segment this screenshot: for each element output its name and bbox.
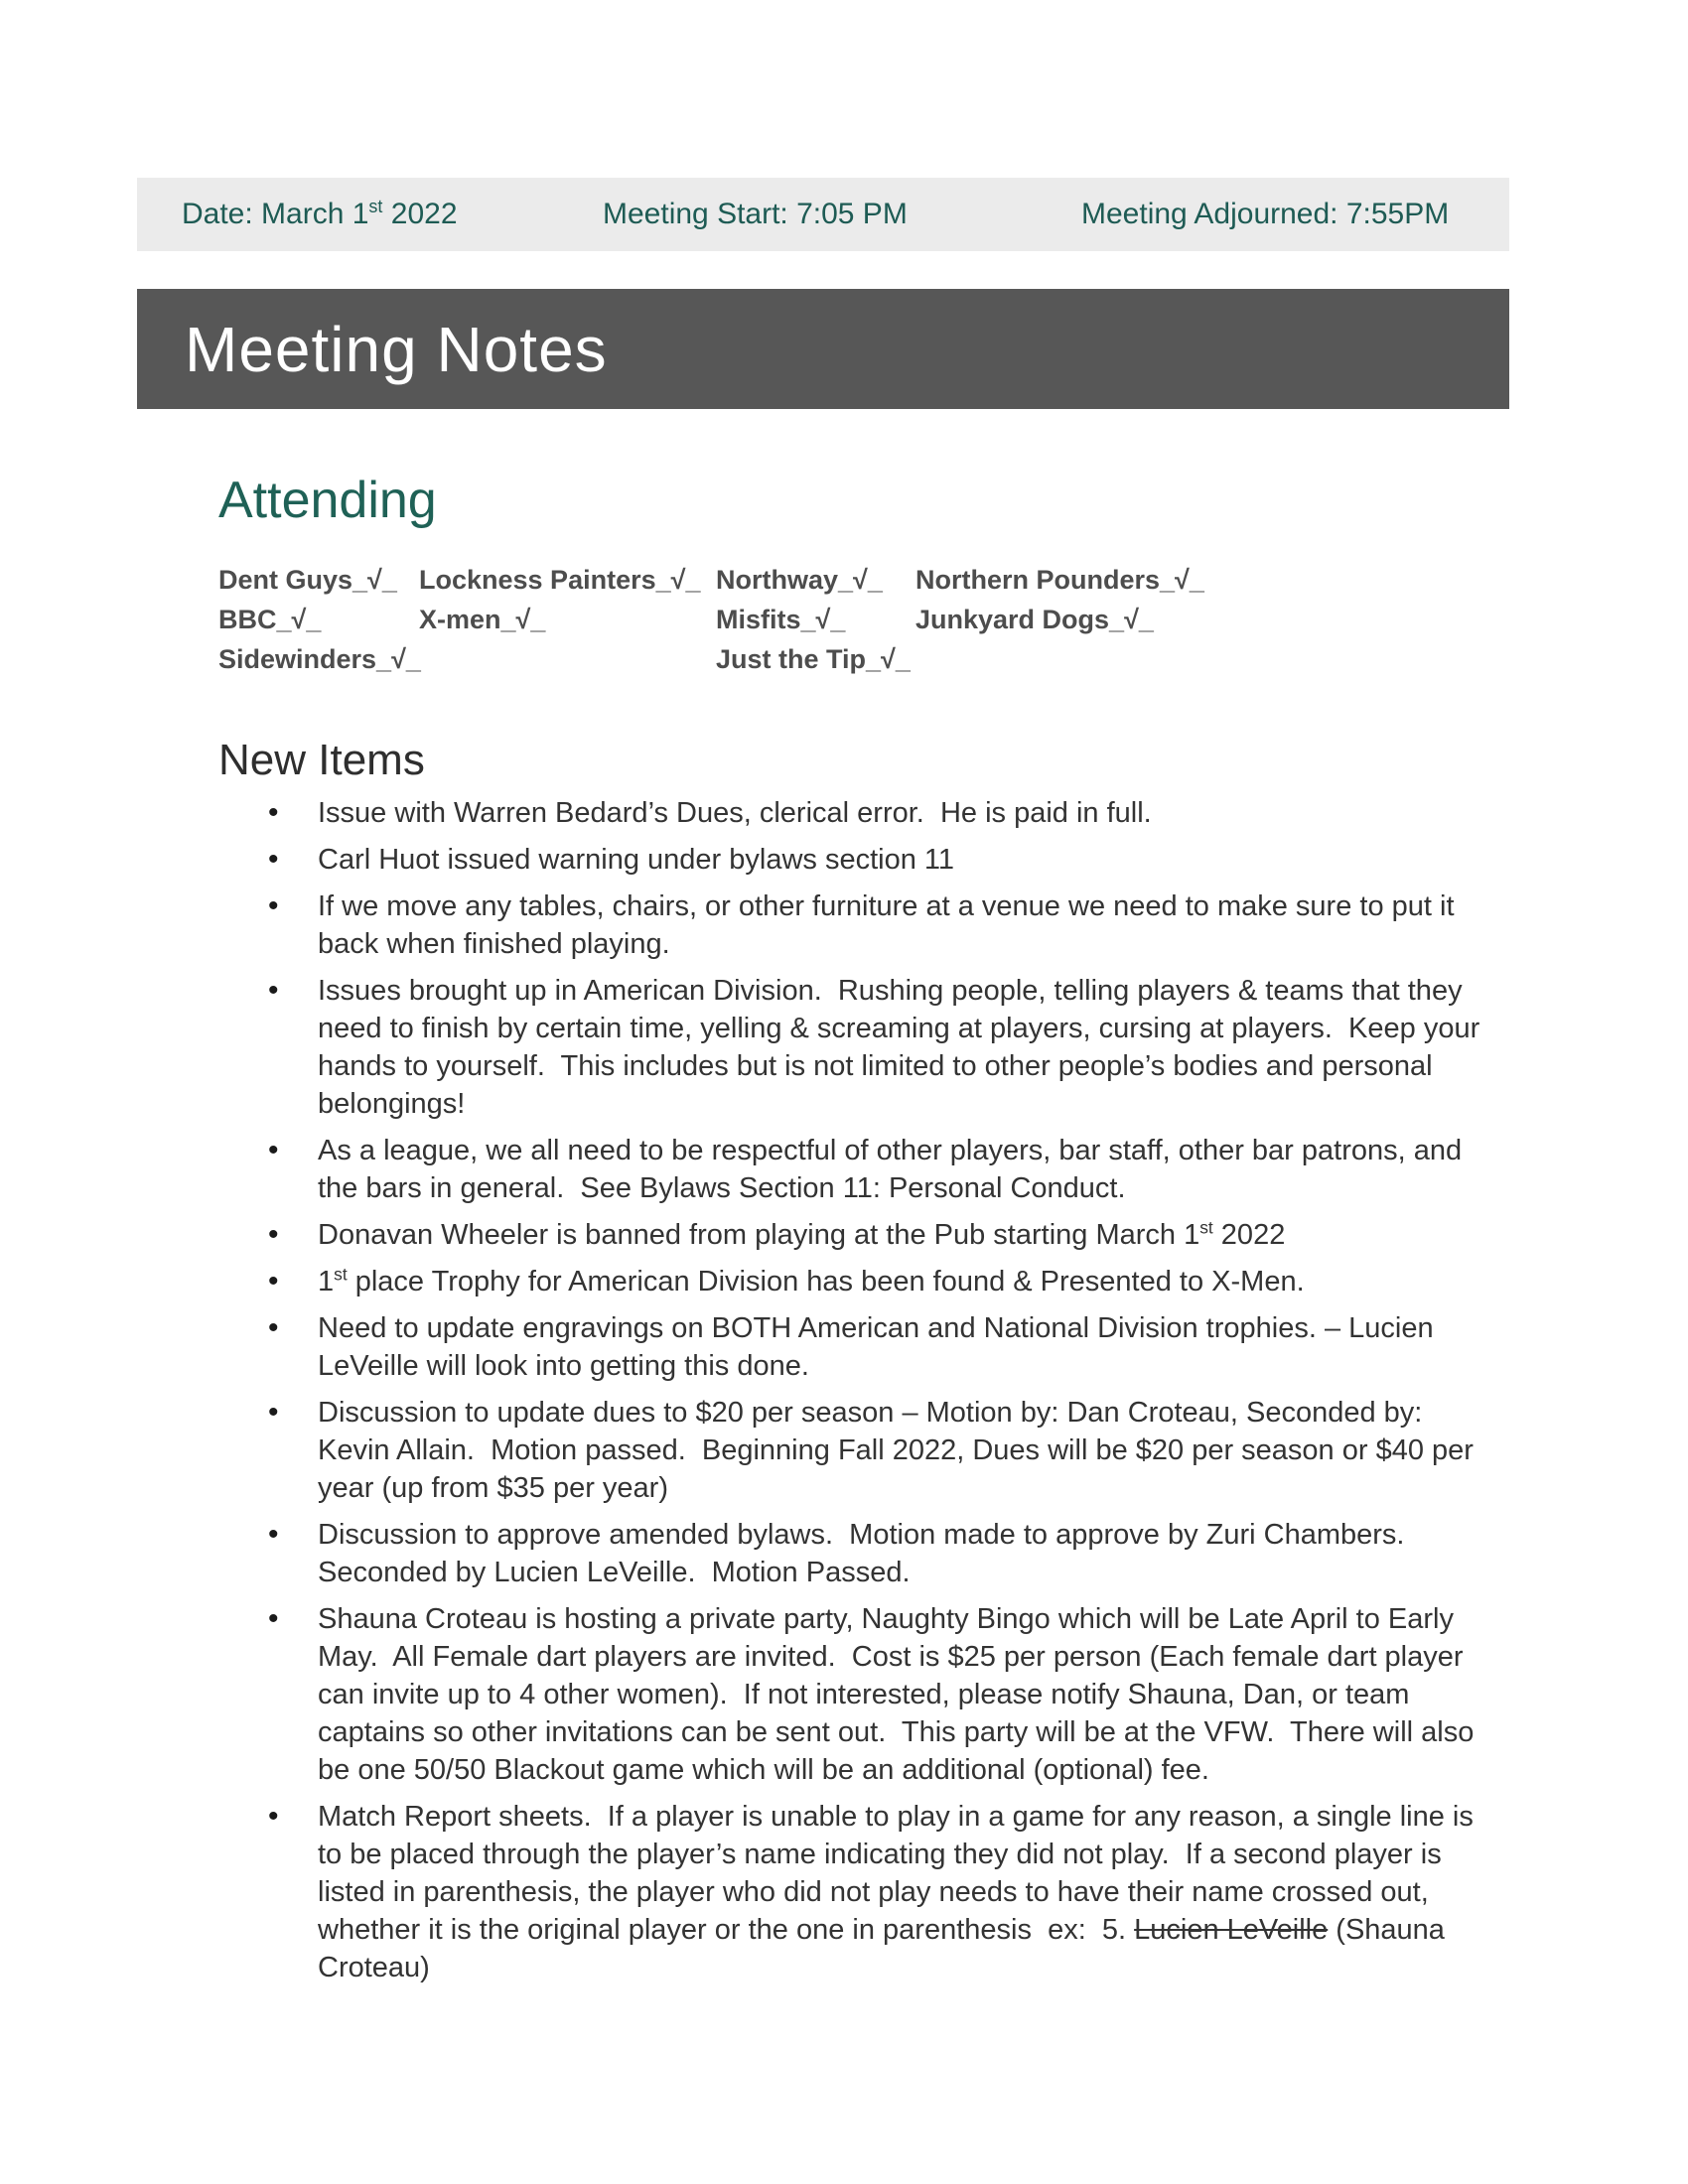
bullet-item (218, 887, 1481, 963)
bullet-item (218, 1132, 1481, 1207)
text-segment: 1 (318, 1266, 335, 1297)
text-segment: Date: March 1 (182, 198, 369, 230)
team-attendance-cell: Dent Guys_√_ (218, 565, 397, 595)
meeting-start-time (603, 178, 908, 251)
text-segment: Meeting Start: 7:05 PM (603, 198, 908, 230)
team-attendance-cell: X-men_√_ (419, 605, 546, 634)
text-segment: (Shauna Croteau) (318, 1914, 1453, 1983)
team-attendance-cell: BBC_√_ (218, 605, 322, 634)
text-segment: As a league, we all need to be respectful of other players, bar staff, other bar patrons, and the bars in general. See Bylaws Section 11: Personal Conduct. (318, 1135, 1471, 1204)
team-attendance-cell: Northern Pounders_√_ (915, 565, 1204, 595)
text-segment: Donavan Wheeler is banned from playing at the Pub starting March 1 (318, 1219, 1200, 1251)
bullet-item (218, 1394, 1481, 1507)
title-banner (137, 289, 1509, 409)
page-title: Meeting Notes (185, 313, 608, 385)
text-segment: place Trophy for American Division has been found & Presented to X-Men. (347, 1266, 1305, 1297)
bullet-item (218, 1263, 1481, 1300)
superscript-text: st (368, 197, 383, 216)
team-attendance-cell: Misfits_√_ (716, 605, 846, 634)
team-attendance-cell: Just the Tip_√_ (716, 644, 911, 674)
team-attendance-cell: Lockness Painters_√_ (419, 565, 701, 595)
text-segment: If we move any tables, chairs, or other furniture at a venue we need to make sure to put it back when finished playing. (318, 890, 1463, 960)
team-attendance-cell: Sidewinders_√_ (218, 644, 421, 674)
new-items-heading: New Items (218, 736, 425, 784)
attending-teams-list (218, 562, 1489, 681)
text-segment: Meeting Adjourned: 7:55PM (1081, 198, 1450, 230)
text-segment: Discussion to approve amended bylaws. Motion made to approve by Zuri Chambers. Seconded by Lucien LeVeille. Motion Passed. (318, 1519, 1421, 1588)
struck-name: Lucien LeVeille (1134, 1914, 1329, 1946)
text-segment: Shauna Croteau is hosting a private party, Naughty Bingo which will be Late April to Early May. All Female dart players are invited. Cost is $25 per person (Each female dart player can invite up to 4 other women). If not interested, please notify Shauna, Dan, or team captains so other invitations can be sent out. This party will be at the VFW. There will also be one 50/50 Blackout game which will be an additional (optional) fee. (318, 1603, 1482, 1786)
text-segment: Issue with Warren Bedard’s Dues, clerical error. He is paid in full. (318, 797, 1152, 829)
bullet-item (218, 794, 1481, 832)
superscript-text: st (1199, 1217, 1213, 1238)
bullet-item (218, 1516, 1481, 1591)
meeting-date (182, 178, 458, 251)
team-attendance-cell: Junkyard Dogs_√_ (915, 605, 1154, 634)
text-segment: Issues brought up in American Division. Rushing people, telling players & teams that they need to finish by certain time, yelling & screaming at players, cursing at players. Keep your hands to yourself. This includes but is not limited to other people’s bodies and personal belongings! (318, 975, 1488, 1120)
text-segment: 2022 (382, 198, 458, 230)
bullet-item (218, 841, 1481, 879)
team-attendance-cell: Northway_√_ (716, 565, 883, 595)
text-segment: Carl Huot issued warning under bylaws section 11 (318, 844, 955, 876)
empty-cell (419, 641, 716, 681)
info-bar (137, 178, 1509, 251)
text-segment: Need to update engravings on BOTH American and National Division trophies. – Lucien LeVeille will look into getting this done. (318, 1312, 1442, 1382)
superscript-text: st (334, 1264, 348, 1285)
text-segment: Discussion to update dues to $20 per season – Motion by: Dan Croteau, Seconded by: Kevin Allain. Motion passed. Beginning Fall 2022, Dues will be $20 per season or $40 per year (up from $35 per year) (318, 1397, 1481, 1504)
meeting-adjourned-time (1081, 178, 1449, 251)
bullet-item (218, 1798, 1481, 1986)
bullet-item (218, 1309, 1481, 1385)
bullet-item (218, 972, 1488, 1123)
text-segment: 2022 (1212, 1219, 1286, 1251)
attending-heading: Attending (218, 472, 437, 529)
bullet-item (218, 1600, 1481, 1789)
text-segment: Match Report sheets. If a player is unable to play in a game for any reason, a single line is to be placed through the player’s name indicating they did not play. If a second player is listed in parenthesis, the player who did not play needs to have their name crossed out, whether it is the original player or the one in parenthesis ex: 5. (318, 1801, 1481, 1946)
empty-cell (915, 641, 1313, 681)
bullet-item (218, 1216, 1481, 1254)
new-items-bullet-list (218, 794, 1488, 1995)
